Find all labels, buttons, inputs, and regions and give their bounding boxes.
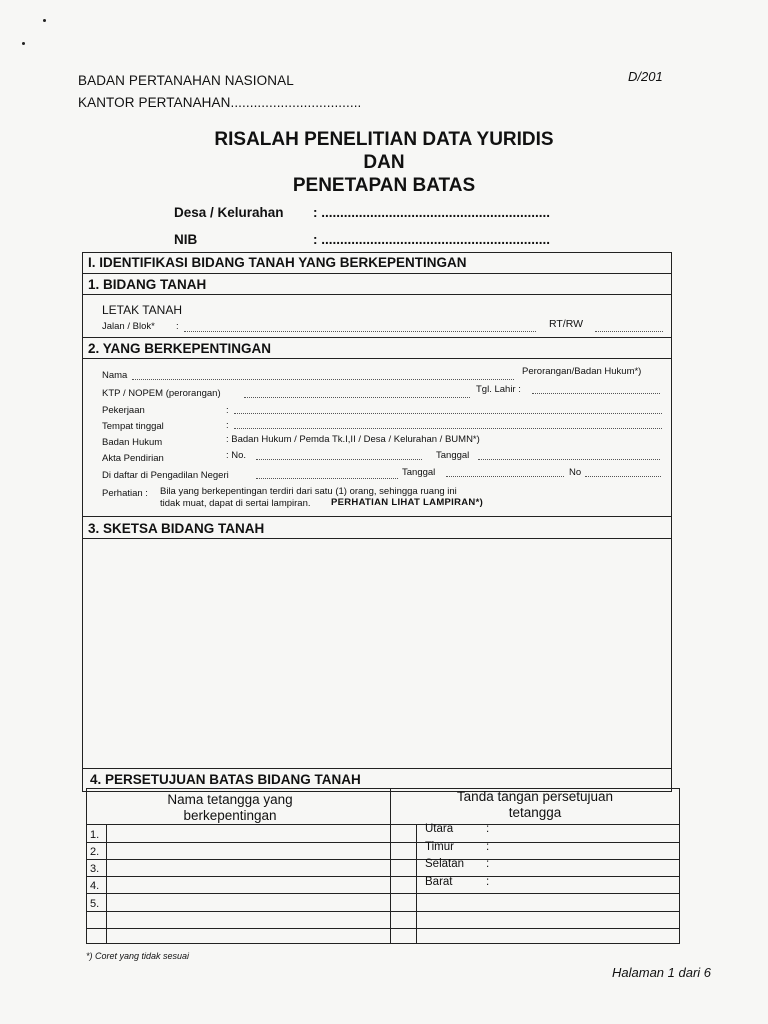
jalan-colon: : <box>176 321 179 332</box>
direction-colon: : <box>486 841 490 853</box>
ktp-field[interactable] <box>244 397 470 398</box>
table-divider <box>86 876 680 877</box>
scan-speck <box>22 42 25 45</box>
nib-label: NIB <box>174 232 198 247</box>
nama-field[interactable] <box>132 379 514 380</box>
divider <box>82 294 672 295</box>
page-number: Halaman 1 dari 6 <box>612 965 711 980</box>
perhatian-line-1: Bila yang berkepentingan terdiri dari satu (1) orang, sehingga ruang ini <box>160 486 457 497</box>
nib-value[interactable]: : ............................................................. <box>313 232 551 247</box>
daftar-label: Di daftar di Pengadilan Negeri <box>102 470 229 481</box>
scan-speck <box>43 19 46 22</box>
daftar-no-field[interactable] <box>585 476 661 477</box>
pekerjaan-field[interactable] <box>234 413 662 414</box>
perhatian-lampiran: PERHATIAN LIHAT LAMPIRAN*) <box>331 497 484 508</box>
section-1-title: 1. BIDANG TANAH <box>88 277 207 292</box>
tgl-lahir-label: Tgl. Lahir : <box>476 384 521 395</box>
row-number: 5. <box>90 898 100 910</box>
desa-label: Desa / Kelurahan <box>174 205 284 220</box>
table-divider <box>86 911 680 912</box>
table-divider <box>86 928 680 929</box>
daftar-no-label: No <box>569 467 582 478</box>
badan-hukum-options: : Badan Hukum / Pemda Tk.I,II / Desa / Kelurahan / BUMN*) <box>226 434 480 445</box>
direction-colon: : <box>486 858 490 870</box>
tempat-tinggal-field[interactable] <box>234 428 662 429</box>
row-number: 1. <box>90 829 100 841</box>
daftar-tanggal-field[interactable] <box>446 476 564 477</box>
daftar-tanggal-label: Tanggal <box>402 467 436 478</box>
pekerjaan-colon: : <box>226 405 229 416</box>
akta-no-field[interactable] <box>256 459 422 460</box>
direction-selatan: Selatan <box>425 858 465 870</box>
title-line-2: DAN <box>363 152 405 173</box>
perhatian-line-2: tidak muat, dapat di sertai lampiran. <box>160 498 311 509</box>
jalan-label: Jalan / Blok* <box>102 321 155 332</box>
table-divider <box>86 893 680 894</box>
ktp-label: KTP / NOPEM (perorangan) <box>102 388 221 399</box>
row-number: 3. <box>90 863 100 875</box>
title-line-3: PENETAPAN BATAS <box>292 175 476 196</box>
divider <box>82 358 672 359</box>
section-3-title: 3. SKETSA BIDANG TANAH <box>88 521 265 536</box>
table-divider <box>86 824 680 825</box>
pekerjaan-label: Pekerjaan <box>102 405 145 416</box>
section-2-title: 2. YANG BERKEPENTINGAN <box>88 341 272 356</box>
col-tanda-tangan-line1: Tanda tangan persetujuan <box>456 789 614 804</box>
rtrw-field[interactable] <box>595 331 663 332</box>
sketch-area[interactable] <box>83 539 671 767</box>
letak-tanah-label: LETAK TANAH <box>102 303 183 317</box>
perhatian-label: Perhatian : <box>102 488 148 499</box>
form-code: D/201 <box>628 69 663 84</box>
desa-value[interactable]: : ............................................................. <box>313 205 551 220</box>
perorangan-label: Perorangan/Badan Hukum*) <box>522 366 642 377</box>
akta-no-label: : No. <box>226 450 247 461</box>
tempat-tinggal-label: Tempat tinggal <box>102 421 164 432</box>
direction-colon: : <box>486 823 490 835</box>
table-divider <box>86 859 680 860</box>
title-line-1: RISALAH PENELITIAN DATA YURIDIS <box>214 129 554 150</box>
nama-label: Nama <box>102 370 128 381</box>
section-4-title: 4. PERSETUJUAN BATAS BIDANG TANAH <box>90 772 361 787</box>
row-number: 4. <box>90 880 100 892</box>
akta-tanggal-label: Tanggal <box>436 450 470 461</box>
akta-tanggal-field[interactable] <box>478 459 660 460</box>
footnote: *) Coret yang tidak sesuai <box>86 951 190 961</box>
agency-name: BADAN PERTANAHAN NASIONAL <box>78 73 294 88</box>
tempat-tinggal-colon: : <box>226 420 229 431</box>
divider <box>82 768 672 769</box>
divider <box>82 516 672 517</box>
direction-timur: Timur <box>425 841 454 853</box>
rtrw-label: RT/RW <box>549 318 584 330</box>
row-number: 2. <box>90 846 100 858</box>
col-nama-tetangga-line2: berkepentingan <box>183 808 277 823</box>
direction-colon: : <box>486 876 490 888</box>
jalan-field[interactable] <box>184 331 536 332</box>
direction-utara: Utara <box>425 823 454 835</box>
section-i-title: I. IDENTIFIKASI BIDANG TANAH YANG BERKEPENTINGAN <box>88 255 467 270</box>
col-tanda-tangan-line2: tetangga <box>508 805 562 820</box>
office-name: KANTOR PERTANAHAN.................................. <box>78 95 362 110</box>
akta-label: Akta Pendirian <box>102 453 164 464</box>
table-divider <box>86 842 680 843</box>
badan-hukum-label: Badan Hukum <box>102 437 163 448</box>
divider <box>82 337 672 338</box>
divider <box>82 273 672 274</box>
direction-barat: Barat <box>425 876 453 888</box>
col-nama-tetangga-line1: Nama tetangga yang <box>167 792 293 807</box>
tgl-lahir-field[interactable] <box>532 393 660 394</box>
daftar-field[interactable] <box>256 478 398 479</box>
